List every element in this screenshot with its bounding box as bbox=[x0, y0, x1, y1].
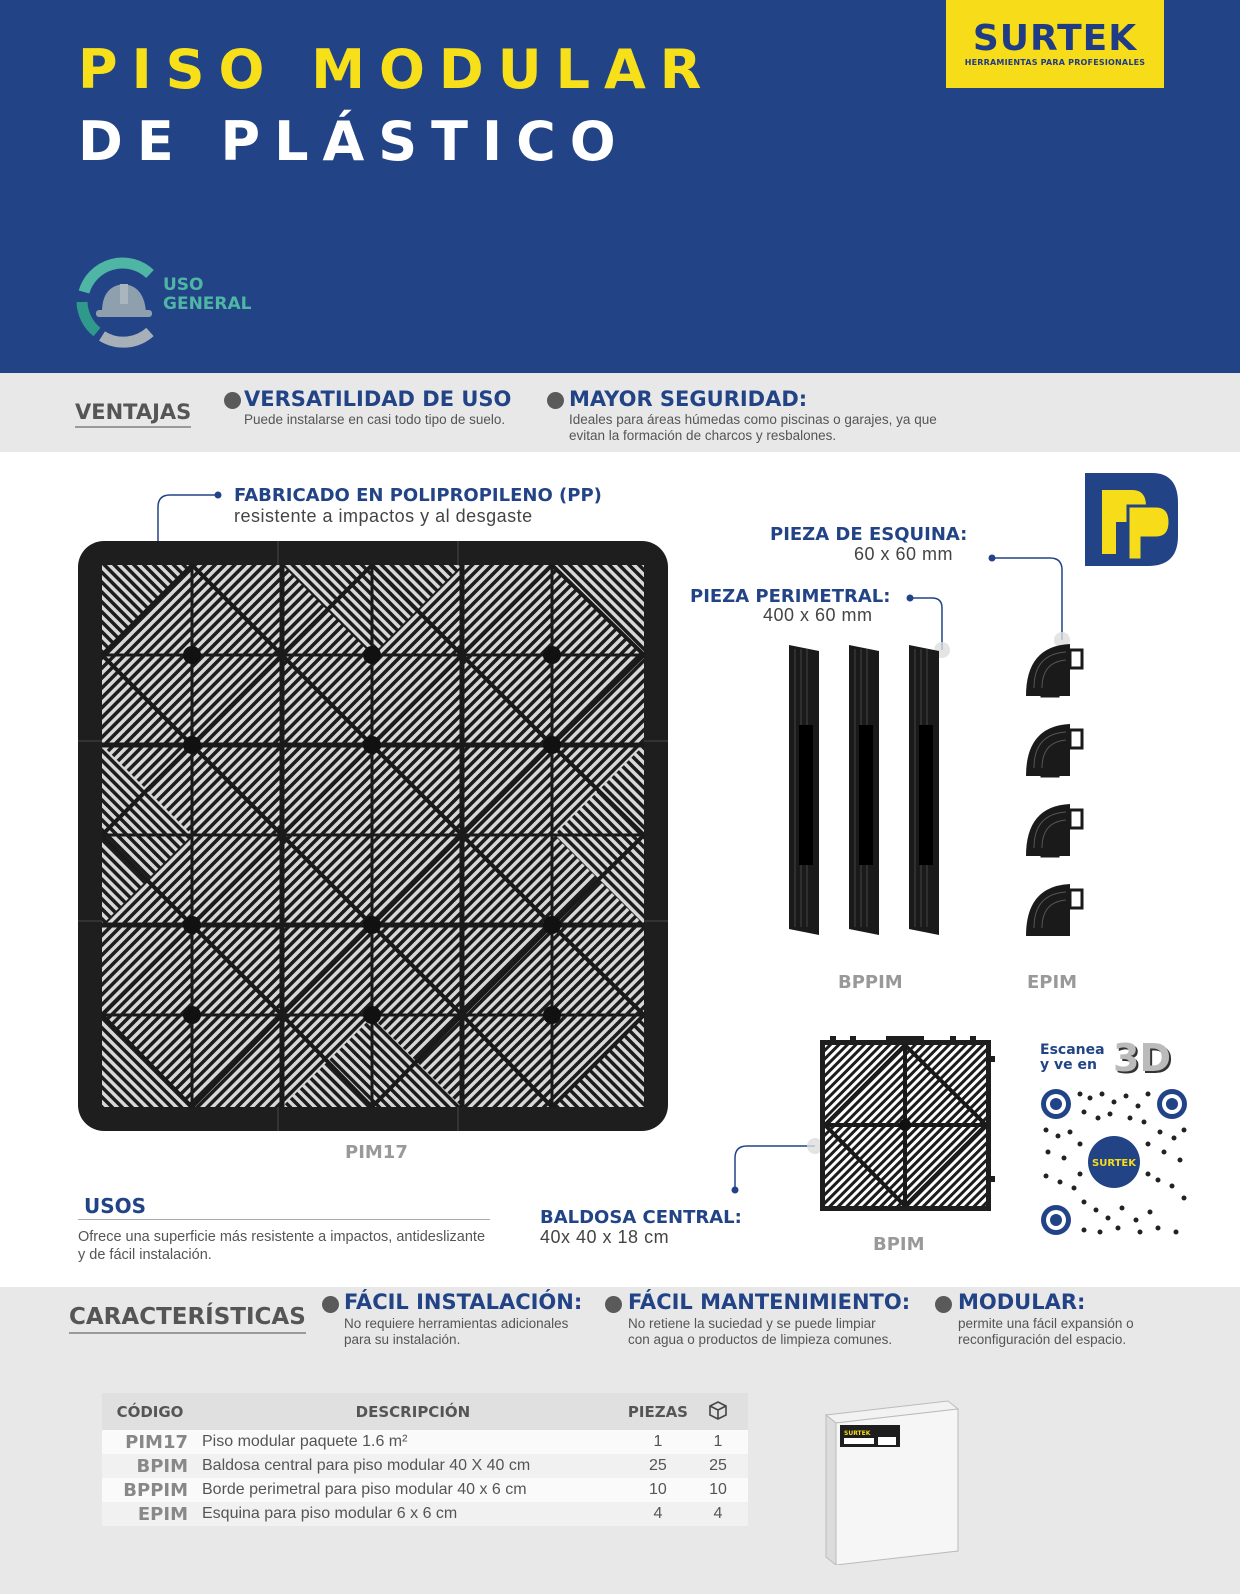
bullet-dot bbox=[224, 392, 241, 409]
page-title-line1: PISO MODULAR bbox=[78, 38, 716, 101]
caracteristica-desc-3-line2: reconfiguración del espacio. bbox=[958, 1332, 1127, 1347]
caracteristica-desc-3-line1: permite una fácil expansión o bbox=[958, 1316, 1134, 1331]
row-desc: Borde perimetral para piso modular 40 x 6 cm bbox=[198, 1478, 628, 1502]
row-code: PIM17 bbox=[102, 1430, 198, 1454]
row-desc: Esquina para piso modular 6 x 6 cm bbox=[198, 1502, 628, 1526]
svg-text:SURTEK: SURTEK bbox=[1092, 1158, 1136, 1169]
bullet-dot bbox=[935, 1296, 952, 1313]
bullet-dot bbox=[322, 1296, 339, 1313]
hard-hat-icon bbox=[72, 252, 172, 352]
perimetral-callout-size: 400 x 60 mm bbox=[763, 605, 873, 625]
row-desc bbox=[198, 1430, 628, 1454]
badge-line1: USO bbox=[163, 275, 204, 295]
ventajas-label: VENTAJAS bbox=[75, 400, 191, 428]
row-code: BPIM bbox=[102, 1454, 198, 1478]
epim-caption: EPIM bbox=[1027, 972, 1078, 993]
bpim-caption: BPIM bbox=[873, 1234, 925, 1255]
row-pieces: 25 bbox=[628, 1454, 688, 1478]
table-row bbox=[102, 1478, 748, 1502]
uso-general-badge bbox=[163, 276, 252, 314]
qr-line2: y ve en bbox=[1040, 1057, 1097, 1073]
col-header-desc: DESCRIPCIÓN bbox=[198, 1393, 628, 1430]
baldosa-callout-size: 40x 40 x 18 cm bbox=[540, 1227, 670, 1247]
ventaja-desc-2 bbox=[569, 412, 937, 444]
col-header-pieces: PIEZAS bbox=[628, 1393, 688, 1430]
caracteristica-desc-1-line1: No requiere herramientas adicionales bbox=[344, 1316, 569, 1331]
page-title-line2: DE PLÁSTICO bbox=[78, 110, 630, 173]
ventaja-title-1: VERSATILIDAD DE USO bbox=[244, 387, 512, 411]
corner-pieces-image bbox=[1020, 628, 1090, 938]
svg-text:SURTEK: SURTEK bbox=[844, 1430, 871, 1437]
row-desc: Baldosa central para piso modular 40 X 40 cm bbox=[198, 1454, 628, 1478]
row-pieces: 1 bbox=[628, 1430, 688, 1454]
caracteristica-desc-2-line2: con agua o productos de limpieza comunes. bbox=[628, 1332, 893, 1347]
row-box: 1 bbox=[688, 1430, 748, 1454]
table-header-row bbox=[102, 1393, 748, 1430]
usos-desc bbox=[78, 1228, 498, 1264]
center-tile-image bbox=[820, 1036, 995, 1212]
qr-line1: Escanea bbox=[1040, 1042, 1105, 1058]
caracteristica-desc-1-line2: para su instalación. bbox=[344, 1332, 461, 1347]
material-callout-title: FABRICADO EN POLIPROPILENO (PP) bbox=[234, 485, 602, 506]
caracteristica-desc-1 bbox=[344, 1316, 568, 1348]
caracteristica-desc-2-line1: No retiene la suciedad y se puede limpiar bbox=[628, 1316, 876, 1331]
badge-line2: GENERAL bbox=[163, 294, 252, 314]
qr-heading bbox=[1040, 1043, 1105, 1073]
product-table bbox=[102, 1393, 748, 1526]
usos-title: USOS bbox=[84, 1194, 147, 1218]
row-box: 10 bbox=[688, 1478, 748, 1502]
polypropylene-pp-icon bbox=[1080, 468, 1180, 568]
table-row bbox=[102, 1502, 748, 1526]
brand-name: SURTEK bbox=[972, 18, 1138, 59]
bullet-dot bbox=[605, 1296, 622, 1313]
ventaja-desc-1: Puede instalarse en casi todo tipo de suelo. bbox=[244, 412, 506, 427]
ventaja-desc-2-line2: evitan la formación de charcos y resbalones. bbox=[569, 428, 837, 443]
brand-tagline: HERRAMIENTAS PARA PROFESIONALES bbox=[964, 58, 1146, 67]
table-row bbox=[102, 1454, 748, 1478]
caracteristica-title-3: MODULAR: bbox=[958, 1290, 1086, 1314]
ventaja-desc-2-line1: Ideales para áreas húmedas como piscinas o garajes, ya que bbox=[569, 412, 937, 427]
table-row bbox=[102, 1430, 748, 1454]
usos-desc-line1: Ofrece una superficie más resistente a impactos, antideslizante bbox=[78, 1229, 486, 1245]
qr-code-icon[interactable] bbox=[1040, 1088, 1188, 1236]
box-icon bbox=[688, 1393, 748, 1430]
row-pieces: 4 bbox=[628, 1502, 688, 1526]
ventaja-title-2: MAYOR SEGURIDAD: bbox=[569, 387, 808, 411]
col-header-code: CÓDIGO bbox=[102, 1393, 198, 1430]
brand-logo bbox=[946, 0, 1164, 88]
perimeter-strips-image bbox=[785, 645, 965, 935]
pim17-caption: PIM17 bbox=[345, 1142, 408, 1163]
caracteristica-desc-2 bbox=[628, 1316, 892, 1348]
row-box: 25 bbox=[688, 1454, 748, 1478]
caracteristicas-label: CARACTERÍSTICAS bbox=[69, 1304, 306, 1334]
esquina-callout-size: 60 x 60 mm bbox=[854, 544, 954, 564]
row-pieces: 10 bbox=[628, 1478, 688, 1502]
caracteristica-title-1: FÁCIL INSTALACIÓN: bbox=[344, 1290, 583, 1314]
modular-floor-tile-image bbox=[78, 541, 668, 1131]
perimetral-callout-title: PIEZA PERIMETRAL: bbox=[690, 586, 891, 607]
usos-divider bbox=[78, 1219, 490, 1220]
bullet-dot bbox=[547, 392, 564, 409]
qr-3d-badge: 3D bbox=[1113, 1036, 1171, 1080]
material-callout-sub: resistente a impactos y al desgaste bbox=[234, 506, 533, 526]
usos-desc-line2: y de fácil instalación. bbox=[78, 1247, 212, 1263]
bppim-caption: BPPIM bbox=[838, 972, 903, 993]
product-box-image bbox=[818, 1395, 973, 1565]
row-desc-text: Piso modular paquete 1.6 m² bbox=[202, 1433, 408, 1450]
esquina-callout-title: PIEZA DE ESQUINA: bbox=[770, 524, 968, 545]
row-code: EPIM bbox=[102, 1502, 198, 1526]
caracteristica-title-2: FÁCIL MANTENIMIENTO: bbox=[628, 1290, 911, 1314]
row-box: 4 bbox=[688, 1502, 748, 1526]
caracteristica-desc-3 bbox=[958, 1316, 1134, 1348]
row-code: BPPIM bbox=[102, 1478, 198, 1502]
baldosa-callout-title: BALDOSA CENTRAL: bbox=[540, 1207, 742, 1228]
